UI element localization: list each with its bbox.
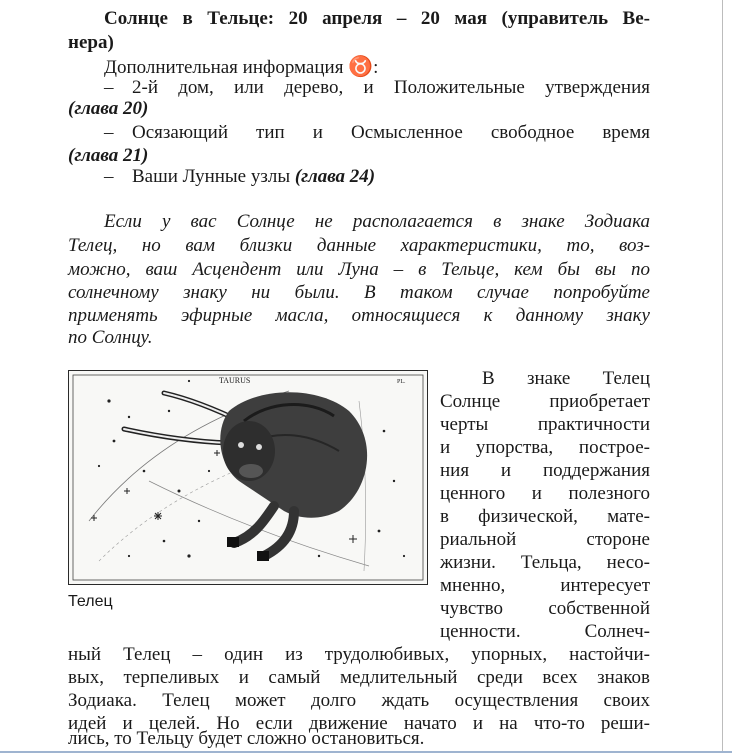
side-column-line: ценного и полезного bbox=[440, 483, 650, 504]
page-right-edge bbox=[722, 0, 723, 753]
side-column-line: ния и поддержания bbox=[440, 460, 650, 481]
body-text-line: вых, терпеливых и самый медлительный среди всех знаков bbox=[68, 667, 650, 688]
italic-paragraph-line: можно, ваш Асцендент или Луна – в Тельце, кем бы вы по bbox=[68, 259, 650, 280]
info-item-1-ref: (глава 20) bbox=[68, 98, 149, 119]
info-item-ref: (глава 24) bbox=[294, 166, 376, 187]
italic-paragraph-line: Телец, но вам близки данные характеристики, то, воз- bbox=[68, 235, 650, 256]
info-item-2 bbox=[68, 121, 650, 145]
dash: – bbox=[104, 77, 114, 98]
info-item-3 bbox=[68, 165, 650, 189]
italic-paragraph-line: Если у вас Солнце не располагается в знаке Зодиака bbox=[104, 211, 650, 232]
body-text-line: ный Телец – один из трудолюбивых, упорных, настойчи- bbox=[68, 644, 650, 665]
side-column-line: жизни. Тельца, несо- bbox=[440, 552, 650, 573]
body-text-line: идей и целей. Но если движение начато и на что-то реши- bbox=[68, 713, 650, 734]
taurus-sign-icon: ♉ bbox=[348, 56, 374, 78]
side-column-line: и упорства, построе- bbox=[440, 437, 650, 458]
side-column-line: В знаке Телец bbox=[482, 368, 650, 389]
side-column-line: Солнце приобретает bbox=[440, 391, 650, 412]
italic-paragraph-line: по Солнцу. bbox=[68, 327, 153, 348]
section-heading-line-1: Солнце в Тельце: 20 апреля – 20 мая (управитель Ве- bbox=[104, 8, 650, 29]
side-column-line: риальной стороне bbox=[440, 529, 650, 550]
italic-paragraph-line: солнечному знаку ни были. В таком случае попробуйте bbox=[68, 282, 650, 303]
body-text-line: лись, то Тельцу будет сложно остановиться. bbox=[68, 728, 425, 749]
side-column-line: мненно, интересует bbox=[440, 575, 650, 596]
dash: – bbox=[104, 166, 114, 187]
info-item-text: Осязающий тип и Осмысленное свободное время bbox=[132, 122, 650, 143]
section-heading-line-2: нера) bbox=[68, 32, 114, 53]
info-item-text: Ваши Лунные узлы bbox=[132, 166, 291, 187]
side-column-line: черты практичности bbox=[440, 414, 650, 435]
side-column-line: ценности. Солнеч- bbox=[440, 621, 650, 642]
figure-caption: Телец bbox=[68, 593, 113, 610]
side-column-line: чувство собственной bbox=[440, 598, 650, 619]
figure-title: TAURUS bbox=[219, 376, 251, 385]
info-item-2-ref: (глава 21) bbox=[68, 145, 149, 166]
side-column-line: в физической, мате- bbox=[440, 506, 650, 527]
figure-plate-label: PL. bbox=[397, 379, 406, 385]
additional-info-label: Дополнительная информация bbox=[104, 57, 344, 78]
body-text-line: Зодиака. Телец может долго ждать осуществления своих bbox=[68, 690, 650, 711]
taurus-constellation-figure bbox=[68, 370, 428, 585]
dash: – bbox=[104, 122, 114, 143]
italic-paragraph-line: применять эфирные масла, относящиеся к данному знаку bbox=[68, 305, 650, 326]
colon: : bbox=[373, 57, 379, 78]
taurus-engraving-image bbox=[69, 371, 427, 584]
info-item-text: 2-й дом, или дерево, и Положительные утверждения bbox=[132, 77, 650, 98]
